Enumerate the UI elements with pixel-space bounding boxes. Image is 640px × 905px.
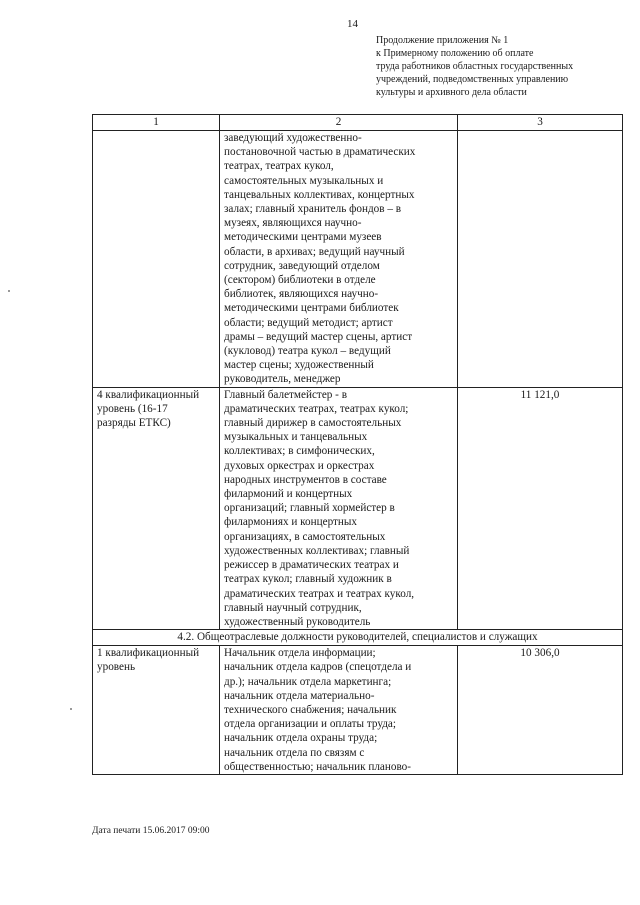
section-title: 4.2. Общеотраслевые должности руководителей, специалистов и служащих [93, 630, 623, 646]
positions-line: художественных коллективах; главный [224, 544, 410, 557]
positions-line: области, в архивах; ведущий научный [224, 245, 405, 258]
level-line: уровень (16-17 [97, 402, 168, 415]
positions-line: методическими центрами библиотек [224, 302, 399, 315]
positions-line: режиссер в драматических театрах и [224, 559, 399, 572]
column-header: 2 [220, 115, 458, 131]
positions-line: музыкальных и танцевальных [224, 431, 368, 444]
header-note-line: учреждений, подведомственных управлению [376, 74, 569, 85]
print-date: Дата печати 15.06.2017 09:00 [92, 826, 210, 836]
level-line: 1 квалификационный [97, 647, 200, 660]
positions-line: мастер сцены; художественный [224, 359, 374, 372]
positions-line: главный дирижер в самостоятельных [224, 417, 402, 430]
positions-line: театрах кукол; главный художник в [224, 573, 392, 586]
positions-line: технического снабжения; начальник [224, 703, 397, 716]
positions-line: начальник отдела охраны труда; [224, 732, 378, 745]
level-line: уровень [97, 661, 136, 674]
page-number: 14 [347, 18, 358, 30]
level-line: разряды ЕТКС) [97, 417, 171, 430]
level-cell [93, 131, 220, 388]
positions-line: библиотек, являющихся научно- [224, 288, 379, 301]
level-line: 4 квалификационный [97, 388, 200, 401]
positions-line: руководитель, менеджер [224, 373, 341, 386]
level-cell [93, 646, 220, 775]
positions-line: духовых оркестрах и оркестрах [224, 459, 375, 472]
positions-cell [220, 131, 458, 388]
positions-line: художественный руководитель [224, 615, 371, 628]
positions-line: начальник отдела материально- [224, 689, 375, 702]
positions-line: филармониях и концертных [224, 516, 358, 529]
positions-line: (кукловод) театра кукол – ведущий [224, 345, 391, 358]
positions-line: отдела организации и оплаты труда; [224, 718, 397, 731]
positions-line: организациях, в самостоятельных [224, 530, 386, 543]
header-note [376, 34, 626, 99]
positions-line: самостоятельных музыкальных и [224, 174, 384, 187]
section-row [93, 630, 623, 646]
salary-cell [458, 131, 623, 388]
header-note-line: Продолжение приложения № 1 [376, 35, 509, 46]
positions-line: общественностью; начальник планово- [224, 760, 411, 773]
positions-line: филармоний и концертных [224, 488, 353, 501]
table-header-row [93, 115, 623, 131]
level-cell [93, 387, 220, 629]
positions-line: драмы – ведущий мастер сцены, артист [224, 330, 413, 343]
salary-table [92, 114, 623, 775]
positions-line: народных инструментов в составе [224, 473, 387, 486]
positions-line: танцевальных коллективах, концертных [224, 188, 415, 201]
table-row [93, 646, 623, 775]
positions-line: Главный балетмейстер - в [224, 388, 347, 401]
positions-line: театрах, театрах кукол, [224, 160, 334, 173]
salary-cell: 11 121,0 [458, 387, 623, 629]
positions-line: др.); начальник отдела маркетинга; [224, 675, 392, 688]
positions-line: методическими центрами музеев [224, 231, 382, 244]
positions-line: начальник отдела по связям с [224, 746, 365, 759]
scan-speck [8, 290, 10, 292]
positions-line: начальник отдела кадров (спецотдела и [224, 661, 412, 674]
column-header: 3 [458, 115, 623, 131]
header-note-line: к Примерному положению об оплате [376, 48, 534, 59]
salary-cell: 10 306,0 [458, 646, 623, 775]
positions-line: залах; главный хранитель фондов – в [224, 203, 402, 216]
positions-line: сотрудник, заведующий отделом [224, 259, 380, 272]
positions-line: драматических театрах, театрах кукол; [224, 402, 409, 415]
positions-line: коллективах; в симфонических, [224, 445, 375, 458]
header-note-line: труда работников областных государственных [376, 61, 574, 72]
header-note-line: культуры и архивного дела области [376, 87, 527, 98]
positions-line: (сектором) библиотеки в отделе [224, 274, 376, 287]
positions-line: главный научный сотрудник, [224, 601, 362, 614]
positions-line: драматических театрах и театрах кукол, [224, 587, 415, 600]
positions-line: области; ведущий методист; артист [224, 316, 393, 329]
column-header: 1 [93, 115, 220, 131]
scan-speck [70, 708, 72, 710]
positions-line: постановочной частью в драматических [224, 146, 416, 159]
positions-line: музеях, являющихся научно- [224, 217, 362, 230]
table-row [93, 387, 623, 629]
positions-line: Начальник отдела информации; [224, 647, 376, 660]
positions-line: заведующий художественно- [224, 132, 362, 144]
positions-cell [220, 646, 458, 775]
positions-line: организаций; главный хормейстер в [224, 502, 395, 515]
table-row [93, 131, 623, 388]
positions-cell [220, 387, 458, 629]
